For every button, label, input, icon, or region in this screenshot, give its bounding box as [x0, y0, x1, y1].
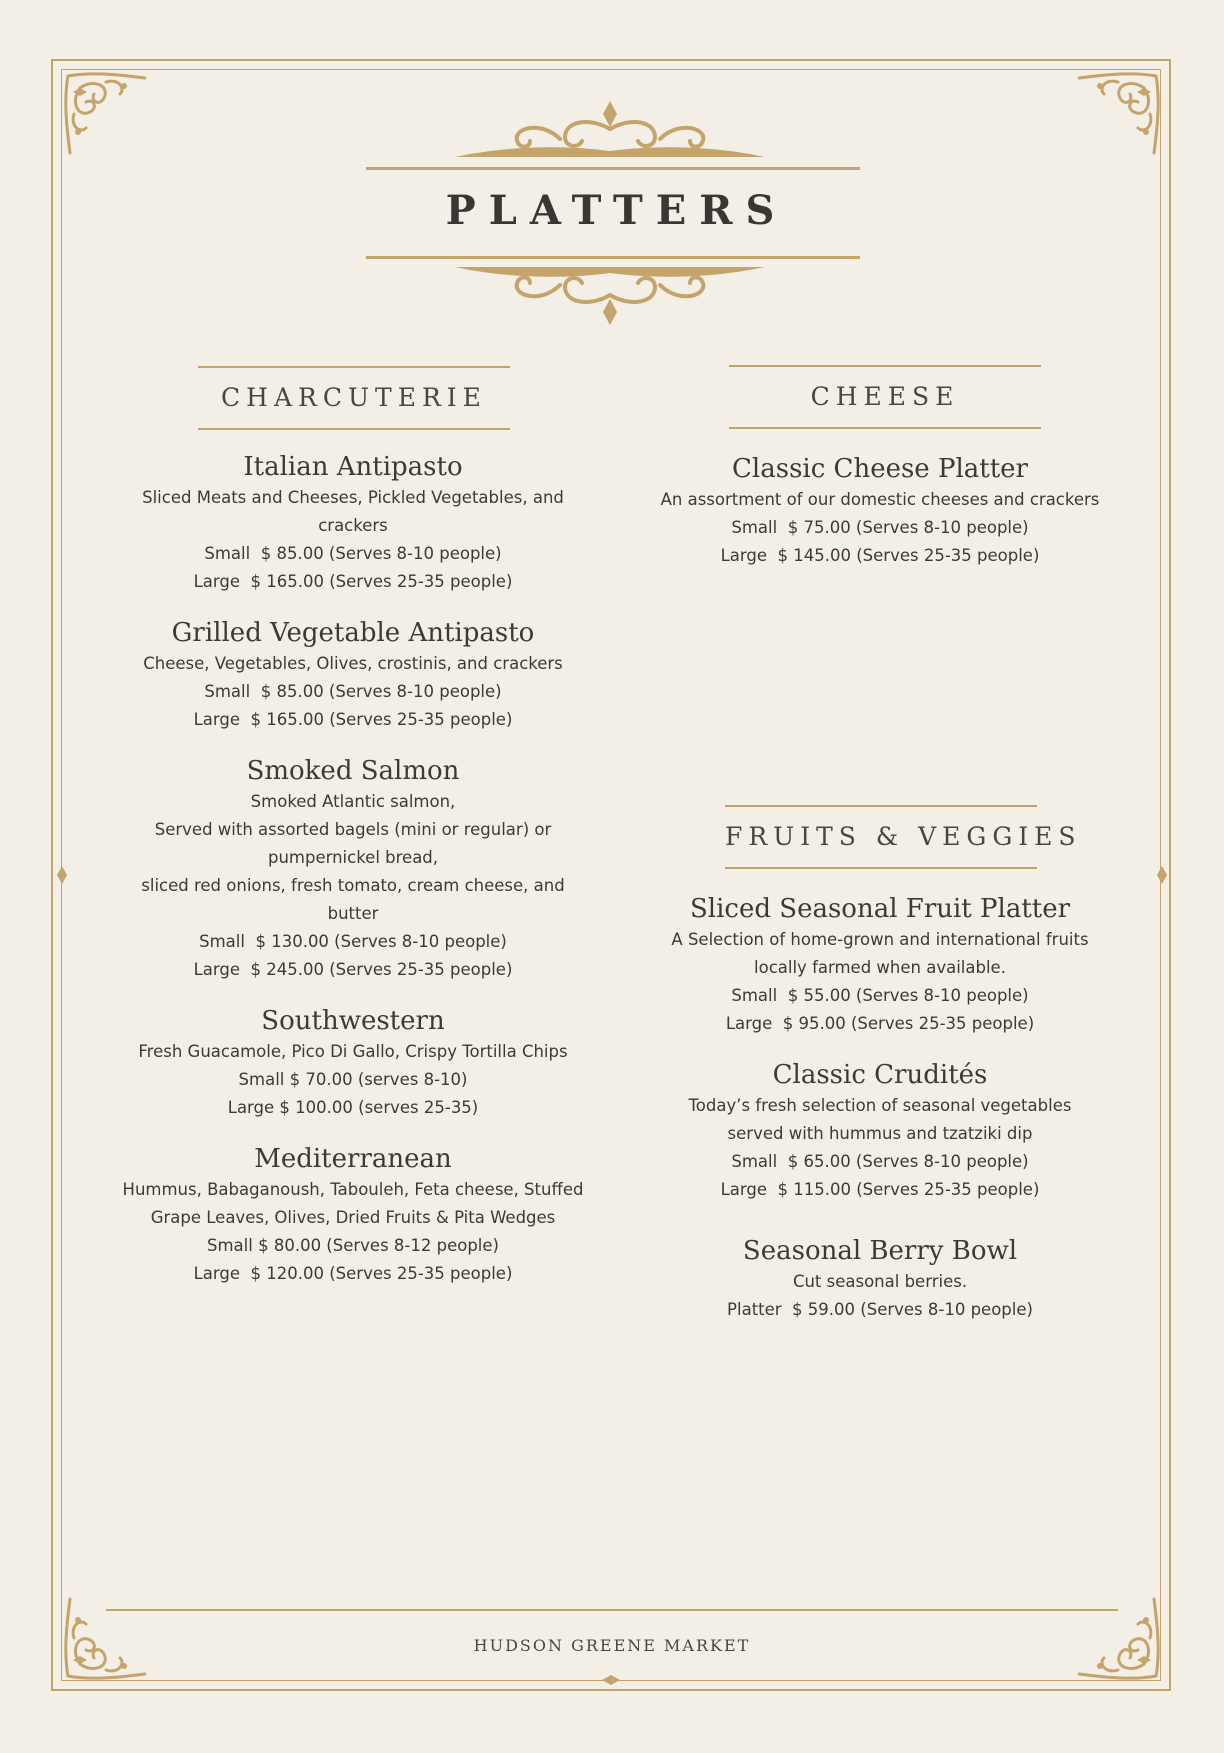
- item-description: butter: [327, 904, 379, 923]
- menu-item: [93, 450, 613, 596]
- page-title: PLATTERS: [445, 187, 788, 234]
- item-name: Sliced Seasonal Fruit Platter: [689, 894, 1071, 924]
- item-price-large: Large $ 115.00 (Serves 25-35 people): [720, 1180, 1040, 1199]
- item-price-small: Small $ 65.00 (Serves 8-10 people): [731, 1152, 1029, 1171]
- item-price-large: Large $ 165.00 (Serves 25-35 people): [193, 710, 513, 729]
- fruits-veggies-heading: [725, 805, 1082, 869]
- cheese-heading: [729, 365, 1041, 429]
- item-price-large: Large $ 245.00 (Serves 25-35 people): [193, 960, 513, 979]
- item-description: pumpernickel bread,: [267, 848, 439, 867]
- title-bottom-rule: [366, 256, 860, 259]
- item-description: served with hummus and tzatziki dip: [727, 1124, 1033, 1143]
- item-price-small: Small $ 70.00 (serves 8-10): [238, 1070, 468, 1089]
- item-description: crackers: [318, 516, 388, 535]
- item-name: Mediterranean: [254, 1144, 452, 1174]
- item-price-large: Large $ 120.00 (Serves 25-35 people): [193, 1264, 513, 1283]
- item-price-small: Small $ 55.00 (Serves 8-10 people): [731, 986, 1029, 1005]
- section-title: CHEESE: [810, 382, 960, 411]
- item-description: Cheese, Vegetables, Olives, crostinis, and crackers: [143, 654, 563, 673]
- item-name: Seasonal Berry Bowl: [742, 1236, 1018, 1266]
- menu-item: [93, 1142, 613, 1288]
- item-price-large: Large $ 95.00 (Serves 25-35 people): [725, 1014, 1035, 1033]
- item-description: An assortment of our domestic cheeses and crackers: [660, 490, 1100, 509]
- footer-brand: HUDSON GREENE MARKET: [473, 1636, 751, 1655]
- item-price-platter: Platter $ 59.00 (Serves 8-10 people): [727, 1300, 1033, 1319]
- fruits-veggies-list: [620, 892, 1140, 1344]
- diamond-icon: [1157, 866, 1167, 884]
- item-name: Classic Crudités: [772, 1060, 988, 1090]
- corner-flourish-icon: [1064, 1584, 1164, 1684]
- item-name: Italian Antipasto: [243, 452, 463, 482]
- diamond-icon: [602, 1675, 620, 1685]
- item-description: Fresh Guacamole, Pico Di Gallo, Crispy Tortilla Chips: [138, 1042, 568, 1061]
- section-title: FRUITS & VEGGIES: [725, 822, 1082, 851]
- footer-rule: [106, 1609, 1118, 1611]
- corner-flourish-icon: [60, 68, 160, 168]
- menu-item: [93, 616, 613, 734]
- item-description: Cut seasonal berries.: [792, 1272, 968, 1291]
- menu-item: [93, 754, 613, 984]
- item-description: Hummus, Babaganoush, Tabouleh, Feta cheese, Stuffed: [122, 1180, 584, 1199]
- item-description: locally farmed when available.: [754, 958, 1006, 977]
- item-price-small: Small $ 80.00 (Serves 8-12 people): [207, 1236, 499, 1255]
- top-flourish-icon: [360, 99, 860, 161]
- title-block: [360, 95, 860, 330]
- item-description: Smoked Atlantic salmon,: [250, 792, 456, 811]
- item-name: Southwestern: [261, 1006, 445, 1036]
- item-name: Classic Cheese Platter: [732, 454, 1028, 484]
- item-name: Smoked Salmon: [246, 756, 460, 786]
- charcuterie-list: [93, 450, 613, 1308]
- item-price-small: Small $ 130.00 (Serves 8-10 people): [199, 932, 507, 951]
- menu-item: [620, 1058, 1140, 1204]
- item-description: Grape Leaves, Olives, Dried Fruits & Pita Wedges: [150, 1208, 556, 1227]
- item-description: sliced red onions, fresh tomato, cream cheese, and: [141, 876, 565, 895]
- menu-item: [620, 1234, 1140, 1324]
- menu-item: [93, 1004, 613, 1122]
- item-price-small: Small $ 75.00 (Serves 8-10 people): [731, 518, 1029, 537]
- bottom-flourish-icon: [360, 263, 860, 331]
- item-description: Today’s fresh selection of seasonal vegetables: [688, 1096, 1072, 1115]
- item-description: Sliced Meats and Cheeses, Pickled Vegetables, and: [142, 488, 564, 507]
- title-top-rule: [366, 167, 860, 170]
- item-description: Served with assorted bagels (mini or regular) or: [154, 820, 552, 839]
- menu-item: [620, 452, 1140, 570]
- item-name: Grilled Vegetable Antipasto: [171, 618, 535, 648]
- diamond-icon: [57, 866, 67, 884]
- item-price-large: Large $ 100.00 (serves 25-35): [227, 1098, 479, 1117]
- corner-flourish-icon: [1064, 68, 1164, 168]
- item-description: A Selection of home-grown and international fruits: [671, 930, 1089, 949]
- item-price-small: Small $ 85.00 (Serves 8-10 people): [204, 544, 502, 563]
- charcuterie-heading: [198, 366, 510, 430]
- item-price-large: Large $ 145.00 (Serves 25-35 people): [720, 546, 1040, 565]
- item-price-small: Small $ 85.00 (Serves 8-10 people): [204, 682, 502, 701]
- corner-flourish-icon: [60, 1584, 160, 1684]
- cheese-list: [620, 452, 1140, 590]
- menu-item: [620, 892, 1140, 1038]
- item-price-large: Large $ 165.00 (Serves 25-35 people): [193, 572, 513, 591]
- section-title: CHARCUTERIE: [221, 383, 487, 412]
